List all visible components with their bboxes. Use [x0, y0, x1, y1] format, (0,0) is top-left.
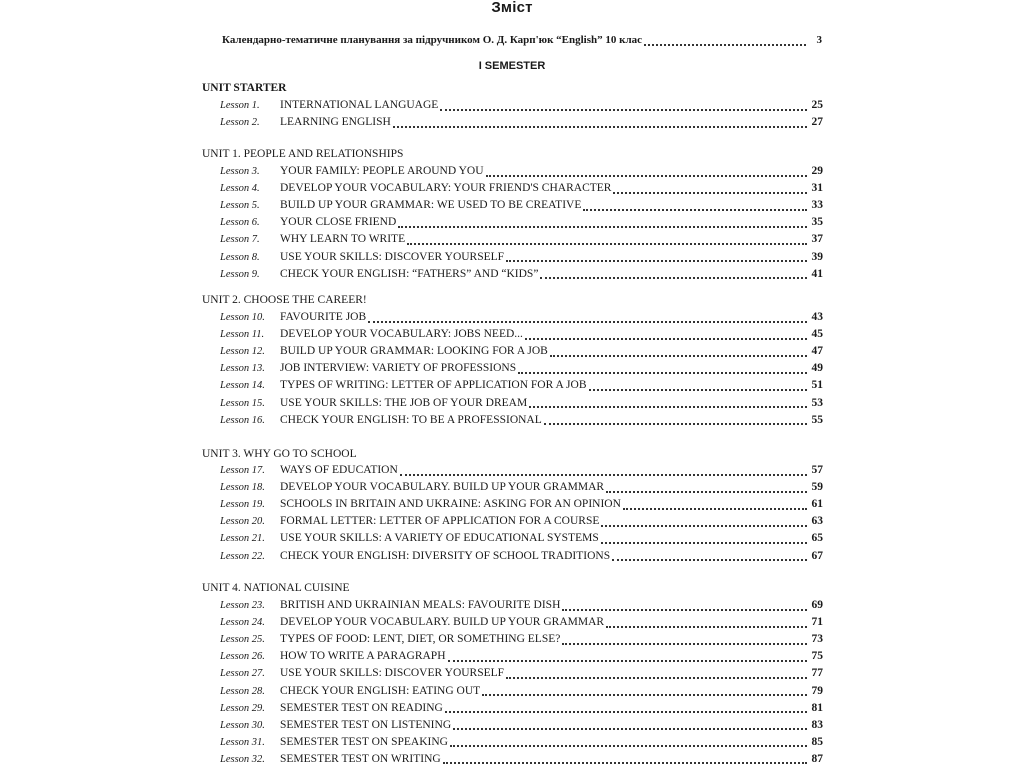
dot-leader	[601, 515, 807, 527]
lesson-title: INTERNATIONAL LANGUAGE	[280, 99, 439, 111]
lesson-title: CHECK YOUR ENGLISH: EATING OUT	[280, 684, 481, 697]
lesson-title: DEVELOP YOUR VOCABULARY: JOBS NEED...	[280, 328, 523, 341]
lesson-page-number: 57	[811, 464, 823, 476]
lesson-page-number: 37	[811, 233, 823, 246]
toc-lesson-entry[interactable]	[220, 214, 823, 231]
dot-leader	[529, 396, 807, 408]
lesson-page-number: 71	[811, 616, 823, 629]
toc-lesson-entry[interactable]	[220, 631, 823, 648]
lesson-title: CHECK YOUR ENGLISH: DIVERSITY OF SCHOOL TRADITIONS	[280, 549, 611, 562]
toc-lesson-entry[interactable]	[220, 266, 823, 283]
toc-lesson-entry[interactable]	[220, 412, 823, 429]
dot-leader	[540, 267, 807, 279]
lesson-page-number: 27	[811, 116, 823, 129]
lesson-number: Lesson 14.	[220, 380, 265, 392]
lesson-page-number: 69	[811, 599, 823, 611]
dot-leader	[562, 633, 807, 645]
lesson-number: Lesson 30.	[220, 719, 265, 731]
toc-lesson-entry[interactable]	[220, 114, 823, 131]
lesson-number: Lesson 22.	[220, 550, 265, 562]
lesson-title: FAVOURITE JOB	[280, 311, 367, 323]
lesson-page-number: 85	[811, 735, 823, 748]
lesson-title: FORMAL LETTER: LETTER OF APPLICATION FOR A COURSE	[280, 515, 600, 528]
lesson-page-number: 49	[811, 362, 823, 375]
toc-lesson-entry[interactable]	[220, 326, 823, 343]
lesson-title: JOB INTERVIEW: VARIETY OF PROFESSIONS	[280, 362, 517, 375]
lesson-page-number: 29	[811, 165, 823, 177]
dot-leader	[601, 532, 807, 544]
dot-leader	[398, 216, 807, 228]
dot-leader	[612, 549, 807, 561]
lesson-number: Lesson 18.	[220, 482, 265, 494]
toc-lesson-entry[interactable]	[220, 163, 823, 180]
toc-lesson-entry[interactable]	[220, 197, 823, 214]
lesson-number: Lesson 8.	[220, 251, 260, 263]
toc-intro-title: Календарно-тематичне планування за підручником О. Д. Карп'юк “English” 10 клас	[222, 34, 643, 46]
dot-leader	[453, 718, 807, 730]
toc-lesson-entry[interactable]	[220, 97, 823, 114]
lesson-page-number: 25	[811, 99, 823, 111]
dot-leader	[407, 233, 807, 245]
lesson-page-number: 77	[811, 667, 823, 680]
dot-leader	[450, 735, 807, 747]
lesson-page-number: 75	[811, 650, 823, 663]
lesson-page-number: 51	[811, 379, 823, 392]
lesson-number: Lesson 16.	[220, 414, 265, 426]
lesson-title: CHECK YOUR ENGLISH: TO BE A PROFESSIONAL	[280, 413, 542, 426]
lesson-page-number: 35	[811, 216, 823, 229]
dot-leader	[518, 362, 807, 374]
lesson-page-number: 39	[811, 250, 823, 263]
lesson-page-number: 73	[811, 633, 823, 646]
lesson-title: DEVELOP YOUR VOCABULARY. BUILD UP YOUR GRAMMAR	[280, 616, 605, 629]
lesson-title: WAYS OF EDUCATION	[280, 464, 398, 476]
toc-lesson-entry[interactable]	[220, 513, 823, 530]
lesson-number: Lesson 24.	[220, 617, 265, 629]
lesson-title: SCHOOLS IN BRITAIN AND UKRAINE: ASKING FOR AN OPINION	[280, 498, 621, 511]
lesson-title: USE YOUR SKILLS: DISCOVER YOURSELF	[280, 667, 505, 680]
lesson-title: LEARNING ENGLISH	[280, 116, 391, 129]
dot-leader	[606, 616, 807, 628]
lesson-number: Lesson 20.	[220, 516, 265, 528]
lesson-number: Lesson 17.	[220, 465, 265, 476]
lesson-number: Lesson 5.	[220, 200, 260, 212]
lesson-title: USE YOUR SKILLS: A VARIETY OF EDUCATIONAL SYSTEMS	[280, 532, 599, 545]
unit-heading: UNIT 4. NATIONAL CUISINE	[202, 582, 350, 594]
lesson-page-number: 31	[811, 182, 823, 195]
toc-lesson-entry[interactable]	[220, 231, 823, 248]
lesson-number: Lesson 32.	[220, 753, 265, 765]
lesson-page-number: 53	[811, 396, 823, 409]
dot-leader	[506, 667, 807, 679]
toc-lesson-entry[interactable]	[220, 180, 823, 197]
dot-leader	[486, 165, 807, 177]
lesson-title: CHECK YOUR ENGLISH: “FATHERS” AND “KIDS”	[280, 267, 539, 280]
dot-leader	[400, 464, 807, 476]
lesson-page-number: 59	[811, 481, 823, 494]
dot-leader	[606, 481, 807, 493]
toc-lesson-entry[interactable]	[220, 734, 823, 751]
lesson-page-number: 87	[811, 752, 823, 765]
lesson-number: Lesson 1.	[220, 100, 260, 111]
toc-lesson-entry[interactable]	[220, 597, 823, 614]
toc-lesson-entry[interactable]	[220, 249, 823, 266]
toc-lesson-entry[interactable]	[220, 479, 823, 496]
dot-leader	[525, 328, 807, 340]
lesson-page-number: 55	[811, 413, 823, 426]
dot-leader	[506, 250, 807, 262]
unit-heading: UNIT 1. PEOPLE AND RELATIONSHIPS	[202, 148, 404, 160]
lesson-title: YOUR CLOSE FRIEND	[280, 216, 397, 229]
toc-lesson-entry[interactable]	[220, 395, 823, 412]
lesson-page-number: 43	[811, 311, 823, 323]
lesson-page-number: 83	[811, 718, 823, 731]
dot-leader	[589, 379, 808, 391]
toc-lesson-entry[interactable]	[220, 496, 823, 513]
toc-lesson-entry[interactable]	[220, 377, 823, 394]
lesson-title: SEMESTER TEST ON READING	[280, 701, 443, 714]
toc-lesson-entry[interactable]	[220, 462, 823, 479]
lesson-number: Lesson 3.	[220, 166, 260, 177]
lesson-number: Lesson 26.	[220, 651, 265, 663]
lesson-page-number: 61	[811, 498, 823, 511]
lesson-number: Lesson 25.	[220, 634, 265, 646]
lesson-title: SEMESTER TEST ON WRITING	[280, 752, 441, 765]
lesson-title: DEVELOP YOUR VOCABULARY: YOUR FRIEND'S CHARACTER	[280, 182, 612, 195]
unit-heading: UNIT STARTER	[202, 82, 287, 94]
lesson-title: HOW TO WRITE A PARAGRAPH	[280, 650, 446, 663]
toc-lesson-entry[interactable]	[220, 343, 823, 360]
dot-leader	[644, 34, 806, 46]
unit-heading: UNIT 2. CHOOSE THE CAREER!	[202, 294, 367, 306]
lesson-number: Lesson 6.	[220, 217, 260, 229]
lesson-title: TYPES OF WRITING: LETTER OF APPLICATION FOR A JOB	[280, 379, 587, 392]
lesson-title: BUILD UP YOUR GRAMMAR: LOOKING FOR A JOB	[280, 345, 548, 358]
page-title: Зміст	[491, 0, 533, 16]
lesson-page-number: 45	[811, 328, 823, 341]
dot-leader	[613, 182, 807, 194]
dot-leader	[445, 701, 807, 713]
lesson-title: DEVELOP YOUR VOCABULARY. BUILD UP YOUR GRAMMAR	[280, 481, 605, 494]
lesson-number: Lesson 2.	[220, 117, 260, 129]
lesson-number: Lesson 7.	[220, 234, 260, 246]
dot-leader	[482, 684, 807, 696]
toc-lesson-entry[interactable]	[220, 360, 823, 377]
toc-lesson-entry[interactable]	[220, 548, 823, 565]
dot-leader	[623, 498, 807, 510]
lesson-page-number: 63	[811, 515, 823, 528]
lesson-title: USE YOUR SKILLS: THE JOB OF YOUR DREAM	[280, 396, 528, 409]
toc-lesson-entry[interactable]	[220, 700, 823, 717]
toc-lesson-entry[interactable]	[220, 751, 823, 768]
lesson-title: WHY LEARN TO WRITE	[280, 233, 406, 246]
dot-leader	[448, 650, 807, 662]
lesson-title: BUILD UP YOUR GRAMMAR: WE USED TO BE CREATIVE	[280, 199, 582, 212]
lesson-number: Lesson 15.	[220, 397, 265, 409]
dot-leader	[440, 99, 807, 111]
lesson-page-number: 41	[811, 267, 823, 280]
lesson-page-number: 47	[811, 345, 823, 358]
lesson-number: Lesson 28.	[220, 685, 265, 697]
lesson-number: Lesson 4.	[220, 183, 260, 195]
lesson-number: Lesson 19.	[220, 499, 265, 511]
lesson-page-number: 79	[811, 684, 823, 697]
lesson-number: Lesson 23.	[220, 600, 265, 611]
lesson-number: Lesson 13.	[220, 363, 265, 375]
lesson-title: USE YOUR SKILLS: DISCOVER YOURSELF	[280, 250, 505, 263]
lesson-number: Lesson 12.	[220, 346, 265, 358]
lesson-title: BRITISH AND UKRAINIAN MEALS: FAVOURITE DISH	[280, 599, 561, 611]
lesson-number: Lesson 10.	[220, 312, 265, 323]
lesson-number: Lesson 29.	[220, 702, 265, 714]
toc-lesson-entry[interactable]	[220, 717, 823, 734]
unit-heading: UNIT 3. WHY GO TO SCHOOL	[202, 448, 357, 460]
dot-leader	[393, 116, 807, 128]
lesson-title: YOUR FAMILY: PEOPLE AROUND YOU	[280, 165, 484, 177]
toc-lesson-entry[interactable]	[220, 648, 823, 665]
lesson-title: TYPES OF FOOD: LENT, DIET, OR SOMETHING ELSE?	[280, 633, 561, 646]
lesson-number: Lesson 9.	[220, 268, 260, 280]
lesson-number: Lesson 31.	[220, 736, 265, 748]
lesson-page-number: 65	[811, 532, 823, 545]
lesson-page-number: 67	[811, 549, 823, 562]
dot-leader	[562, 599, 807, 611]
lesson-number: Lesson 11.	[220, 329, 265, 341]
dot-leader	[583, 199, 807, 211]
lesson-title: SEMESTER TEST ON LISTENING	[280, 718, 452, 731]
lesson-page-number: 33	[811, 199, 823, 212]
lesson-title: SEMESTER TEST ON SPEAKING	[280, 735, 448, 748]
dot-leader	[550, 345, 807, 357]
toc-intro-page: 3	[816, 34, 822, 46]
dot-leader	[368, 311, 807, 323]
toc-lesson-entry[interactable]	[220, 614, 823, 631]
toc-lesson-entry[interactable]	[220, 665, 823, 682]
toc-lesson-entry[interactable]	[220, 683, 823, 700]
dot-leader	[443, 752, 807, 764]
toc-lesson-entry[interactable]	[220, 530, 823, 547]
dot-leader	[544, 413, 807, 425]
toc-lesson-entry[interactable]	[220, 309, 823, 326]
lesson-number: Lesson 21.	[220, 533, 265, 545]
semester-heading: I SEMESTER	[478, 60, 546, 72]
toc-intro-entry[interactable]	[222, 32, 822, 49]
lesson-number: Lesson 27.	[220, 668, 265, 680]
lesson-page-number: 81	[811, 701, 823, 714]
